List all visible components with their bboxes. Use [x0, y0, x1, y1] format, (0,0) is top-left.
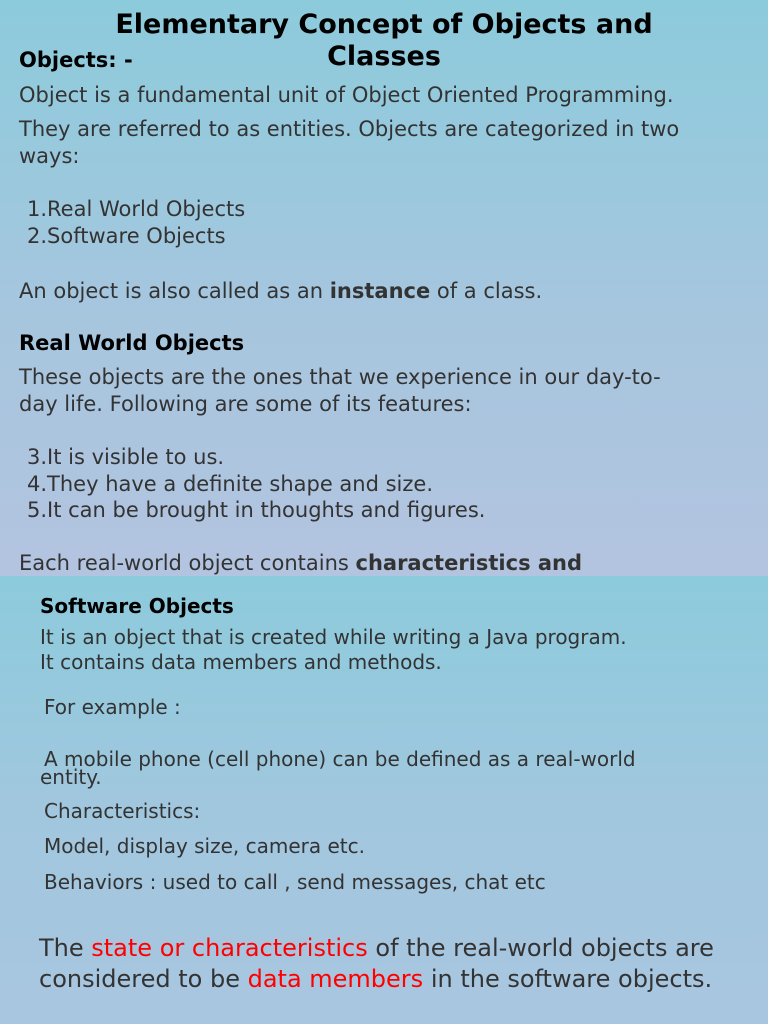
concl-text: of the real-world objects are — [367, 934, 714, 962]
characteristics-label: Characteristics: — [44, 799, 201, 823]
behaviors-text: Behaviors : used to call , send messages, chat etc — [44, 870, 546, 894]
list-item: 1.Real World Objects — [27, 197, 246, 221]
slide-software-objects — [0, 576, 768, 1024]
each-pre: Each real-world object contains — [19, 551, 356, 575]
slide-title-line2: Classes — [327, 41, 441, 72]
refer-text-line1: They are referred to as entities. Objects are categorized in two — [19, 117, 680, 141]
instance-pre: An object is also called as an — [19, 279, 330, 303]
list-item: 5.It can be brought in thoughts and figures. — [27, 498, 486, 522]
real-world-heading: Real World Objects — [19, 331, 245, 355]
real-world-text-line1: These objects are the ones that we experience in our day-to- — [19, 365, 661, 389]
concl-text: The — [39, 934, 92, 962]
slide-title-line1: Elementary Concept of Objects and — [115, 9, 653, 40]
list-item: 3.It is visible to us. — [27, 445, 225, 469]
instance-sentence — [19, 278, 542, 305]
refer-text-line2: ways: — [19, 144, 80, 168]
instance-post: of a class. — [430, 279, 543, 303]
real-world-text-line2: day life. Following are some of its features: — [19, 392, 472, 416]
conclusion-line2 — [39, 964, 712, 995]
software-heading: Software Objects — [40, 594, 234, 618]
objects-heading: Objects: - — [19, 48, 133, 72]
characteristics-sentence — [19, 550, 582, 576]
example-label: For example : — [44, 695, 181, 719]
instance-keyword: instance — [329, 279, 431, 303]
concl-highlight-data-members: data members — [247, 965, 424, 993]
concl-text: in the software objects. — [423, 965, 713, 993]
software-text-line1: It is an object that is created while writing a Java program. — [40, 625, 627, 649]
concl-highlight-state: state or characteristics — [91, 934, 368, 962]
list-item: 2.Software Objects — [27, 224, 226, 248]
characteristics-values: Model, display size, camera etc. — [44, 834, 366, 858]
software-text-line2: It contains data members and methods. — [40, 650, 442, 674]
concl-text: considered to be — [39, 965, 248, 993]
list-item: 4.They have a definite shape and size. — [27, 472, 434, 496]
conclusion-line1 — [39, 933, 714, 964]
intro-text: Object is a fundamental unit of Object Oriented Programming. — [19, 83, 674, 107]
mobile-text-line2: entity. — [40, 765, 102, 789]
each-bold: characteristics and — [355, 551, 583, 575]
mobile-text-line1: A mobile phone (cell phone) can be defined as a real-world — [44, 747, 636, 771]
